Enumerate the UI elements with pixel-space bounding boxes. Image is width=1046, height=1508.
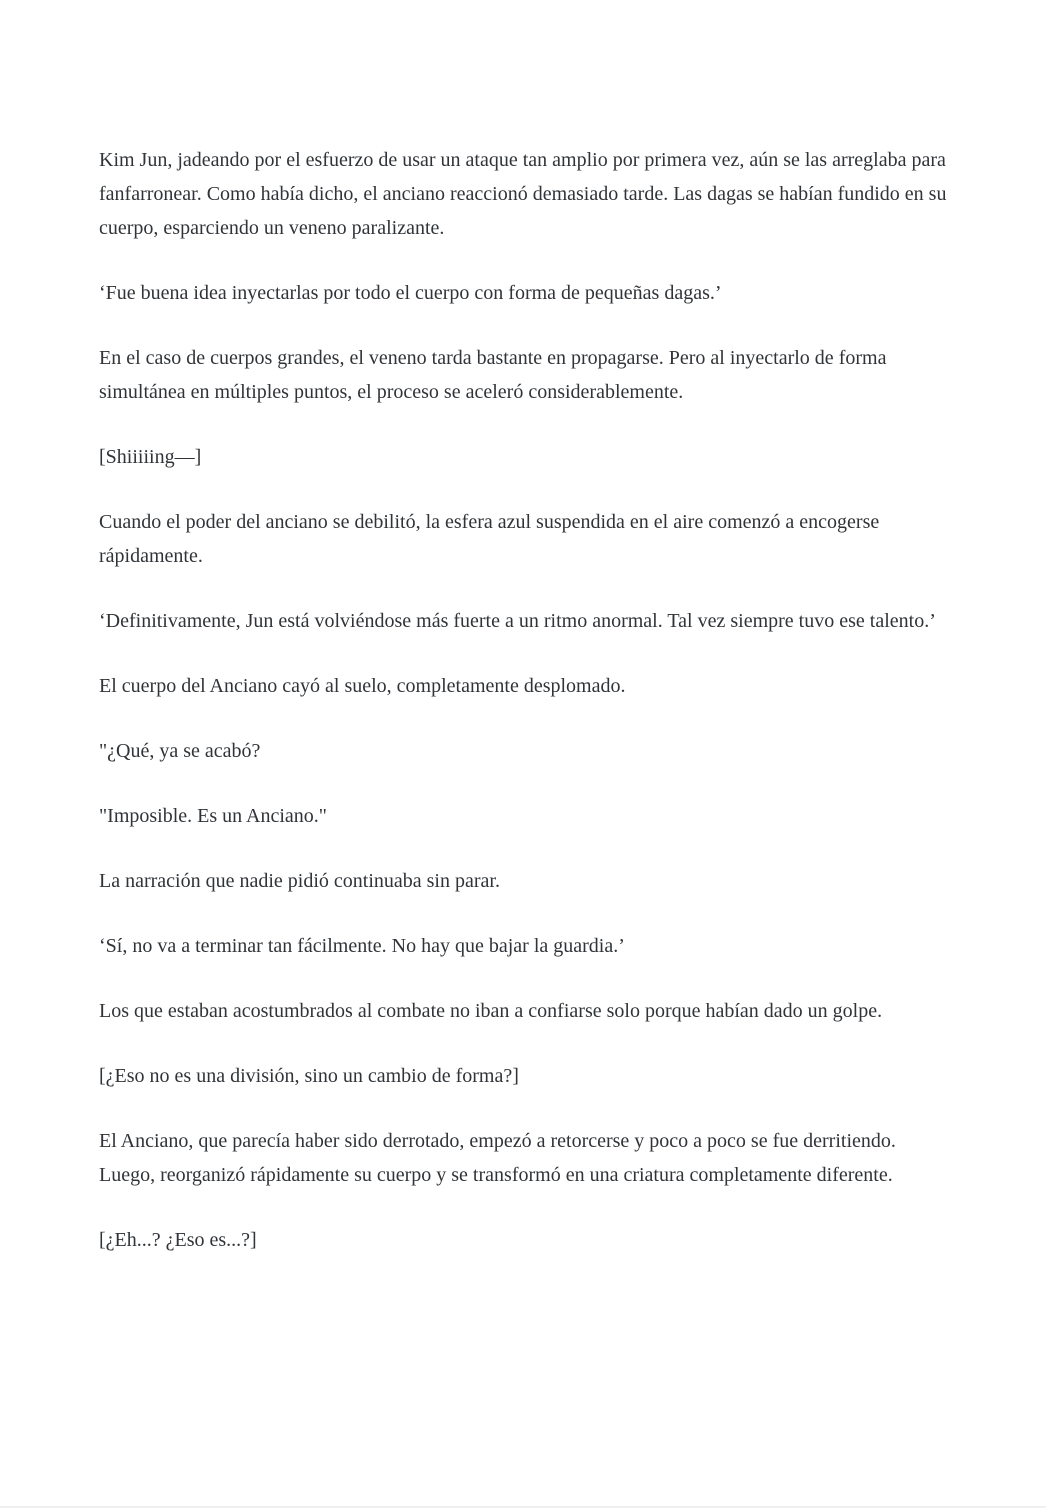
- paragraph: [¿Eh...? ¿Eso es...?]: [99, 1229, 257, 1251]
- paragraph: La narración que nadie pidió continuaba sin parar.: [99, 870, 500, 892]
- paragraph: El Anciano, que parecía haber sido derrotado, empezó a retorcerse y poco a poco se fue derritiendo. Luego, reorganizó rápidamente su cuerpo y se transformó en una criatura completamente diferente.: [99, 1130, 896, 1186]
- paragraph: [Shiiiiing—]: [99, 446, 202, 468]
- paragraph: "¿Qué, ya se acabó?: [99, 740, 261, 762]
- paragraph: El cuerpo del Anciano cayó al suelo, completamente desplomado.: [99, 675, 626, 697]
- paragraph: ‘Fue buena idea inyectarlas por todo el cuerpo con forma de pequeñas dagas.’: [99, 282, 722, 304]
- paragraph: Cuando el poder del anciano se debilitó, la esfera azul suspendida en el aire comenzó a encogerse rápidamente.: [99, 511, 880, 567]
- chapter-text: [99, 143, 947, 1288]
- paragraph: Kim Jun, jadeando por el esfuerzo de usar un ataque tan amplio por primera vez, aún se las arreglaba para fanfarronear. Como había dicho, el anciano reaccionó demasiado tarde. Las dagas se habían fundido en su cuerpo, esparciendo un veneno paralizante.: [99, 149, 947, 239]
- paragraph: Los que estaban acostumbrados al combate no iban a confiarse solo porque habían dado un golpe.: [99, 1000, 883, 1022]
- paragraph: [¿Eso no es una división, sino un cambio de forma?]: [99, 1065, 519, 1087]
- paragraph: ‘Sí, no va a terminar tan fácilmente. No hay que bajar la guardia.’: [99, 935, 625, 957]
- paragraph: En el caso de cuerpos grandes, el veneno tarda bastante en propagarse. Pero al inyectarlo de forma simultánea en múltiples puntos, el proceso se aceleró considerablemente.: [99, 347, 887, 403]
- paragraph: ‘Definitivamente, Jun está volviéndose más fuerte a un ritmo anormal. Tal vez siempre tuvo ese talento.’: [99, 610, 936, 632]
- paragraph: "Imposible. Es un Anciano.": [99, 805, 327, 827]
